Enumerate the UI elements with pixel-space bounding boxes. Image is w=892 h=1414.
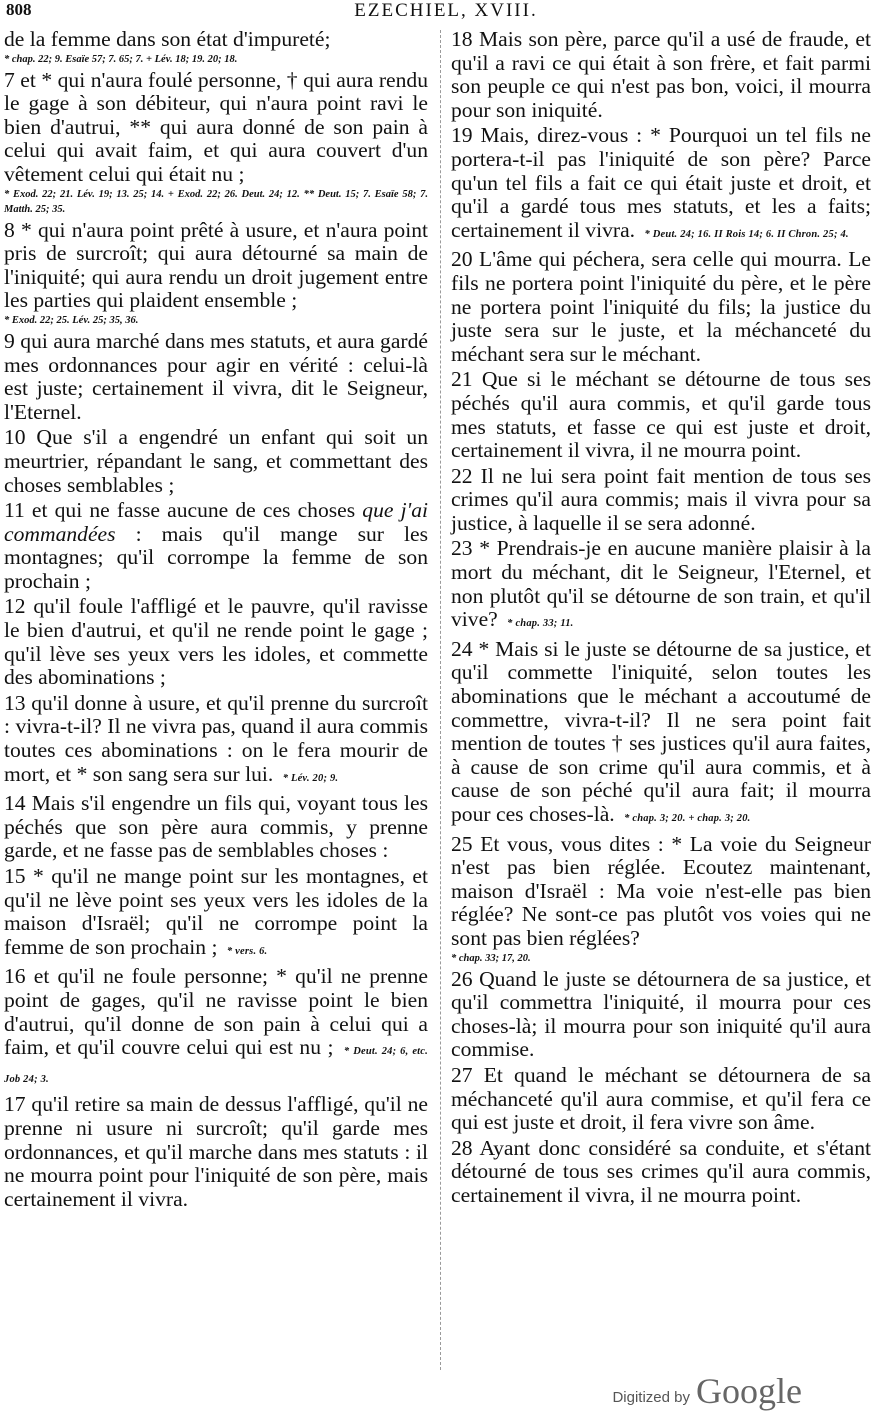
verse-text: 15 * qu'il ne mange point sur les montagnes, et qu'il ne lève point ses yeux vers les idoles de la maison d'Israël; qu'il ne corrompe point la femme de son prochain ; — [4, 864, 428, 959]
verse-12: 12 qu'il foule l'affligé et le pauvre, qu'il ravisse le bien d'autrui, et qu'il ne rende point le gage ; qu'il lève ses yeux vers les idoles, et commette des abominations ; — [4, 594, 428, 690]
verse-28: 28 Ayant donc considéré sa conduite, et s'étant détourné de tous ses crimes qu'il aura commis, certainement il vivra, il ne mourra point. — [451, 1135, 871, 1207]
verse-text: 11 et qui ne fasse aucune de ces choses — [4, 498, 356, 523]
italic-addition: que j'ai commandées — [4, 498, 428, 546]
verse-17: 17 qu'il retire sa main de dessus l'affligé, qu'il ne prenne ni usure ni surcroît; qu'il garde mes ordonnances, et qu'il marche dans mes statuts : il ne mourra point pour l'iniquité de son père, mais certainement il vivra. — [4, 1092, 428, 1211]
cross-reference: * Exod. 22; 21. Lév. 19; 13. 25; 14. + Exod. 22; 26. Deut. 24; 12. ** Deut. 15; 7. Esaïe 58; 7. Matth. 25; 35. — [4, 188, 428, 215]
right-column — [451, 28, 871, 1210]
cross-reference: * chap. 3; 20. + chap. 3; 20. — [624, 813, 751, 824]
verse-7 — [4, 69, 428, 217]
google-logo: Google — [696, 1371, 802, 1411]
verse-26: 26 Quand le juste se détournera de sa justice, et qu'il commettra l'iniquité, il mourra pour ces choses-là; il mourra pour son iniquité qu'il aura commise. — [451, 966, 871, 1062]
verse-text: 23 * Prendrais-je en aucune manière plaisir à la mort du méchant, dit le Seigneur, l'Eternel, et non plutôt qu'il se détourne de son train, et qu'il vive? — [451, 536, 871, 632]
verse-23 — [451, 537, 871, 635]
column-divider — [440, 30, 441, 1370]
verse-14: 14 Mais s'il engendre un fils qui, voyant tous les péchés que son père aura commis, y prenne garde, et ne fasse pas de semblables choses : — [4, 791, 428, 863]
verse-text: 24 * Mais si le juste se détourne de sa justice, et qu'il commette l'iniquité, selon toutes les abominations que le méchant a accoutumé de commettre, vivra-t-il? Il ne sera point fait mention de toutes † ses justices qu'il aura faites, à cause de son crime qu'il aura commis, et à cause de son péché qu'il aura fait; il mourra pour ces choses-là. — [451, 636, 871, 826]
watermark-prefix: Digitized by — [612, 1389, 691, 1406]
verse-18: 18 Mais son père, parce qu'il a usé de fraude, et qu'il a ravi ce qui était à son frère, et fait parmi son peuple ce qui n'est pas bon, voici, il mourra pour son iniquité. — [451, 27, 871, 122]
verse-6-end — [4, 28, 428, 67]
verse-text: 25 Et vous, vous dites : * La voie du Seigneur n'est pas bien réglée. Ecoutez maintenant, maison d'Israël : Ma voie n'est-elle pas bien réglée? Ne sont-ce pas plutôt vos voies qui ne sont pas bien réglées? — [451, 831, 871, 950]
cross-reference: * Exod. 22; 25. Lév. 25; 35, 36. — [4, 314, 139, 326]
verse-24 — [451, 638, 871, 831]
cross-reference: * chap. 33; 11. — [507, 618, 574, 630]
left-column — [4, 28, 428, 1213]
verse-text: de la femme dans son état d'impureté; — [4, 27, 331, 51]
verse-16 — [4, 965, 428, 1091]
verse-text: 8 * qui n'aura point prêté à usure, et n'aura point pris de surcroît; qui aura détourné sa main de l'iniquité; qui aura rendu un droit jugement entre les parties qui plaident ensemble ; — [4, 217, 428, 313]
verse-10: 10 Que s'il a engendré un enfant qui soit un meurtrier, répandant le sang, et commettant des choses semblables ; — [4, 425, 428, 497]
verse-text: 19 Mais, direz-vous : * Pourquoi un tel fils ne portera-t-il pas l'iniquité de son père? Parce qu'un tel fils a fait ce qui était juste et droit, et qu'il a gardé tous mes statuts, et les a faits; certainement il vivra. — [451, 123, 871, 242]
cross-reference: * chap. 33; 17, 20. — [451, 952, 531, 964]
verse-27: 27 Et quand le méchant se détournera de sa méchanceté qu'il aura commise, et qu'il fera ce qui est juste et droit, il fera vivre son âme. — [451, 1062, 871, 1135]
verse-19 — [451, 124, 871, 246]
cross-reference: * Deut. 24; 16. II Rois 14; 6. II Chron. 25; 4. — [644, 228, 849, 240]
verse-20: 20 L'âme qui péchera, sera celle qui mourra. Le fils ne portera point l'iniquité du père, et le père ne portera point l'iniquité du fils; la justice du juste sera sur le juste, et la méchanceté du méchant sera sur le méchant. — [451, 247, 871, 366]
verse-25 — [451, 833, 871, 966]
verse-text: 16 et qu'il ne foule personne; * qu'il ne prenne point de gages, qu'il ne ravisse point le bien d'autrui, qu'il donne de son pain à celui qui a faim, et qu'il couvre celui qui est nu ; — [4, 964, 428, 1060]
verse-9: 9 qui aura marché dans mes statuts, et aura gardé mes ordonnances pour agir en vérité : celui-là est juste; certainement il vivra, dit le Seigneur, l'Eternel. — [4, 328, 428, 424]
verse-text: 7 et * qui n'aura foulé personne, † qui aura rendu le gage à son débiteur, qui n'aura point ravi le bien d'autrui, ** qui aura donné de son pain à celui qui avait faim, et qui aura couvert d'un vêtement celui qui était nu ; — [4, 67, 428, 186]
verse-22: 22 Il ne lui sera point fait mention de tous ses crimes qu'il aura commis; mais il vivra pour sa justice, à laquelle il se sera adonné. — [451, 463, 871, 535]
cross-reference: * Deut. 24; 6, etc. Job 24; 3. — [4, 1046, 428, 1085]
verse-21: 21 Que si le méchant se détourne de tous ses péchés qu'il aura commis, et qu'il garde tous mes statuts, et fasse ce qui est juste et droit, certainement il vivra, il ne mourra point. — [451, 367, 871, 463]
verse-8 — [4, 219, 428, 328]
running-head: EZECHIEL, XVIII. — [354, 0, 538, 21]
verse-text: : mais qu'il mange sur les montagnes; qu'il corrompe la femme de son prochain ; — [4, 521, 428, 593]
digitized-watermark — [612, 1370, 802, 1412]
verse-15 — [4, 865, 428, 963]
cross-reference: * Lév. 20; 9. — [282, 772, 339, 784]
cross-reference: * vers. 6. — [226, 945, 268, 957]
page-number: 808 — [6, 0, 32, 19]
verse-13 — [4, 692, 428, 790]
verse-text: 13 qu'il donne à usure, et qu'il prenne du surcroît : vivra-t-il? Il ne vivra pas, quand il aura commis toutes ces abominations : on le fera mourir de mort, et * son sang sera sur lui. — [4, 690, 428, 786]
verse-11 — [4, 499, 428, 593]
cross-reference: * chap. 22; 9. Esaïe 57; 7. 65; 7. + Lév. 18; 19. 20; 18. — [4, 53, 238, 65]
